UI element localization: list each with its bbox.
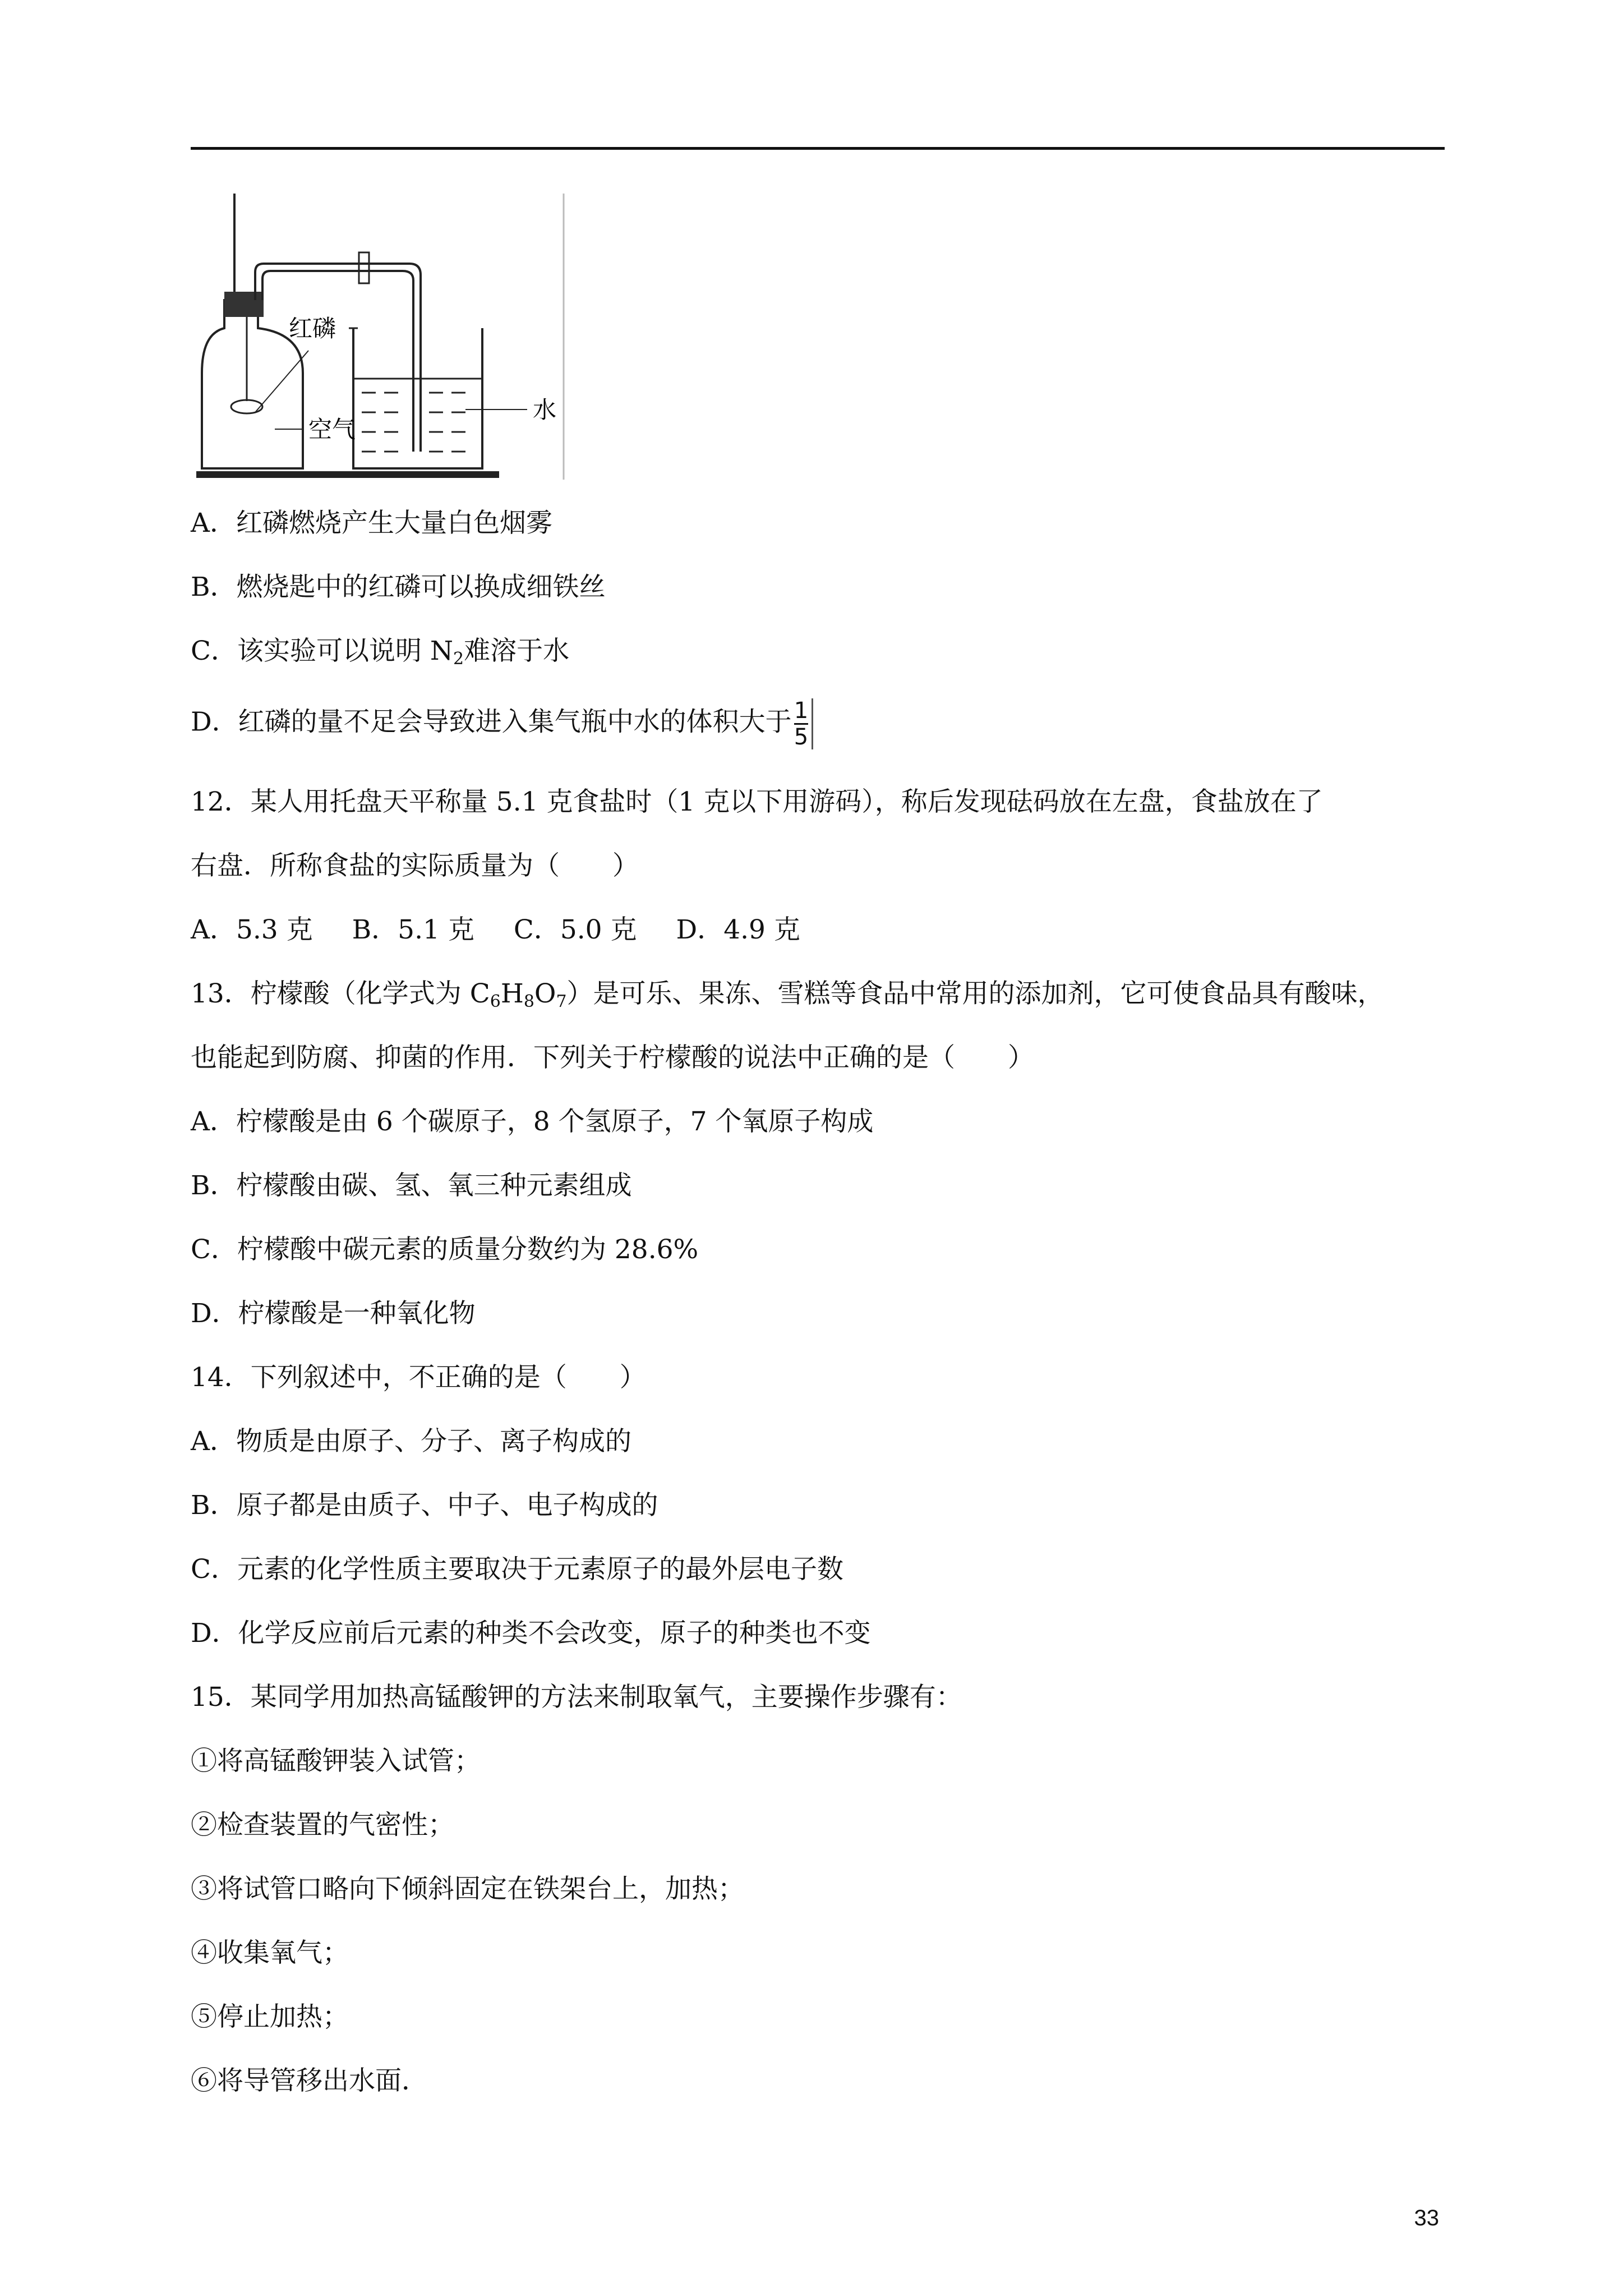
q12-line1: 12．某人用托盘天平称量 5.1 克食盐时（1 克以下用游码），称后发现砝码放在左盘，食盐放在了 [191, 786, 1323, 817]
q13-o: O [534, 978, 556, 1009]
apparatus-diagram [191, 188, 572, 491]
q13-option-c: C．柠檬酸中碳元素的质量分数约为 28.6% [191, 1234, 699, 1265]
q13-line2: 也能起到防腐、抑菌的作用．下列关于柠檬酸的说法中正确的是（ ） [191, 1042, 1034, 1073]
q11-option-c-pre: C．该实验可以说明 N [191, 636, 454, 666]
q12-option-b: B．5.1 克 [352, 914, 474, 945]
q15-step-2: ②检查装置的气密性； [191, 1810, 454, 1841]
header-rule [191, 147, 1445, 150]
q13-sub-8: 8 [523, 992, 534, 1011]
q14-option-d: D．化学反应前后元素的种类不会改变，原子的种类也不变 [191, 1618, 871, 1649]
q15-step-1: ①将高锰酸钾装入试管； [191, 1746, 481, 1777]
q13-option-d: D．柠檬酸是一种氧化物 [191, 1298, 476, 1329]
q14-option-c: C．元素的化学性质主要取决于元素原子的最外层电子数 [191, 1554, 843, 1585]
q13-option-b: B．柠檬酸由碳、氢、氧三种元素组成 [191, 1170, 632, 1201]
q12-option-a: A．5.3 克 [191, 914, 313, 945]
q13-sub-7: 7 [556, 992, 567, 1011]
page-number: 33 [1414, 2206, 1439, 2230]
label-air: 空气 [308, 416, 356, 443]
q12-options [191, 913, 840, 947]
q11-option-c [191, 634, 569, 668]
q13-h: H [500, 978, 524, 1009]
label-phosphorus: 红磷 [289, 315, 336, 342]
q14-stem: 14．下列叙述中，不正确的是（ ） [191, 1362, 646, 1393]
q14-option-b: B．原子都是由质子、中子、电子构成的 [191, 1490, 658, 1521]
label-water: 水 [533, 396, 557, 424]
fraction-denominator: 5 [794, 724, 809, 750]
q11-option-b: B．燃烧匙中的红磷可以换成细铁丝 [191, 572, 606, 602]
q13-line1-post: ）是可乐、果冻、雪糕等食品中常用的添加剂，它可使食品具有酸味， [566, 978, 1384, 1009]
q11-option-a: A．红磷燃烧产生大量白色烟雾 [191, 508, 552, 539]
q13-line1 [191, 977, 1384, 1011]
q11-option-d [191, 698, 813, 749]
apparatus-figure [191, 188, 572, 491]
q12-line2: 右盘．所称食盐的实际质量为（ ） [191, 850, 639, 881]
q11-option-d-text: D．红磷的量不足会导致进入集气瓶中水的体积大于 [191, 706, 792, 738]
q15-stem: 15．某同学用加热高锰酸钾的方法来制取氧气，主要操作步骤有： [191, 1682, 962, 1713]
q14-option-a: A．物质是由原子、分子、离子构成的 [191, 1426, 631, 1457]
q11-option-c-sub: 2 [453, 649, 464, 669]
q15-step-3: ③将试管口略向下倾斜固定在铁架台上，加热； [191, 1874, 744, 1904]
q15-step-5: ⑤停止加热； [191, 2001, 349, 2032]
q12-option-d: D．4.9 克 [676, 914, 800, 945]
q15-step-6: ⑥将导管移出水面． [191, 2065, 428, 2096]
q13-line1-pre: 13．柠檬酸（化学式为 C [191, 978, 490, 1009]
q13-option-a: A．柠檬酸是由 6 个碳原子，8 个氢原子，7 个氧原子构成 [191, 1106, 874, 1137]
q13-sub-6: 6 [490, 992, 501, 1011]
fraction [794, 698, 813, 749]
q12-option-c: C．5.0 克 [513, 914, 637, 945]
fraction-numerator: 1 [794, 698, 809, 724]
q11-option-c-post: 难溶于水 [464, 636, 570, 666]
q15-step-4: ④收集氧气； [191, 1938, 349, 1968]
